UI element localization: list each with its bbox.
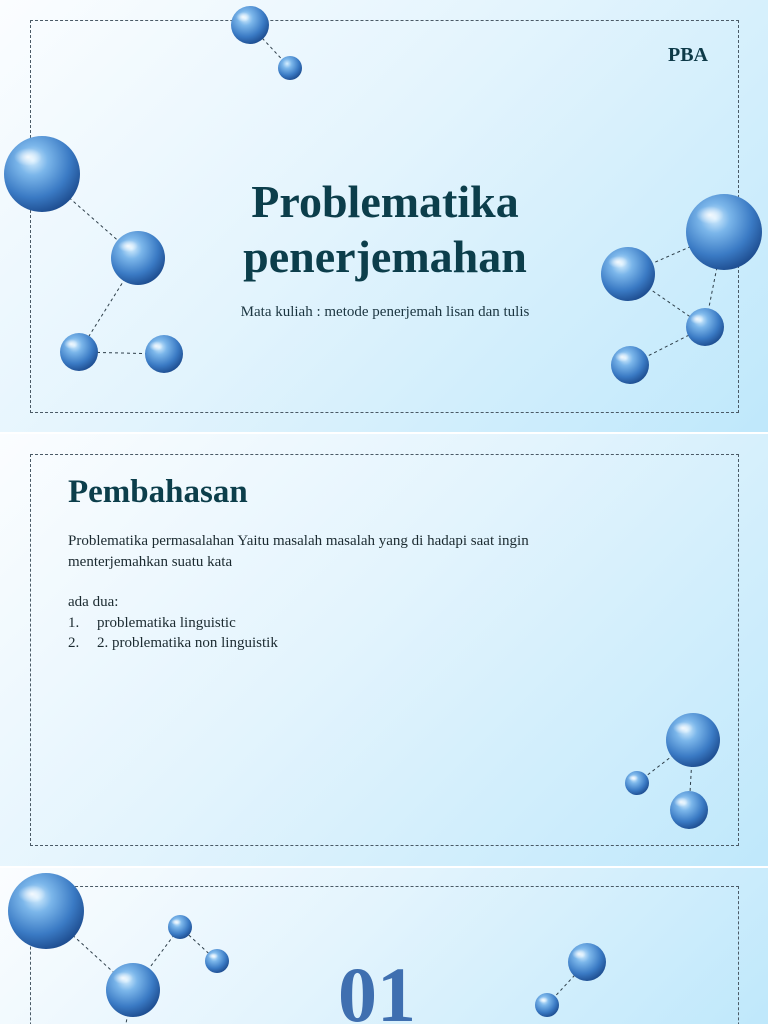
slide-title-heading xyxy=(180,174,590,284)
slide-title[interactable] xyxy=(0,0,768,432)
list-number: 1. xyxy=(68,614,80,631)
course-badge: PBA xyxy=(668,44,708,66)
paragraph-line: menterjemahkan suatu kata xyxy=(68,553,233,570)
title-line-1: Problematika xyxy=(251,176,519,227)
list-text: problematika linguistic xyxy=(97,614,236,631)
section-number: 01 xyxy=(338,951,416,1024)
slide-section-01[interactable] xyxy=(0,868,768,1024)
title-line-2: penerjemahan xyxy=(243,231,527,282)
paragraph-line: Problematika permasalahan Yaitu masalah masalah yang di hadapi saat ingin xyxy=(68,533,529,549)
slide-subtitle: Mata kuliah : metode penerjemah lisan dan tulis xyxy=(240,304,530,320)
list-text: 2. problematika non linguistik xyxy=(97,635,278,651)
list-item xyxy=(68,633,628,654)
list-intro: ada dua: xyxy=(68,594,119,610)
slide-body xyxy=(68,531,628,654)
list-item xyxy=(68,613,628,634)
slide-pembahasan[interactable] xyxy=(0,434,768,866)
list-number: 2. xyxy=(68,635,80,651)
section-heading: Pembahasan xyxy=(68,474,248,510)
